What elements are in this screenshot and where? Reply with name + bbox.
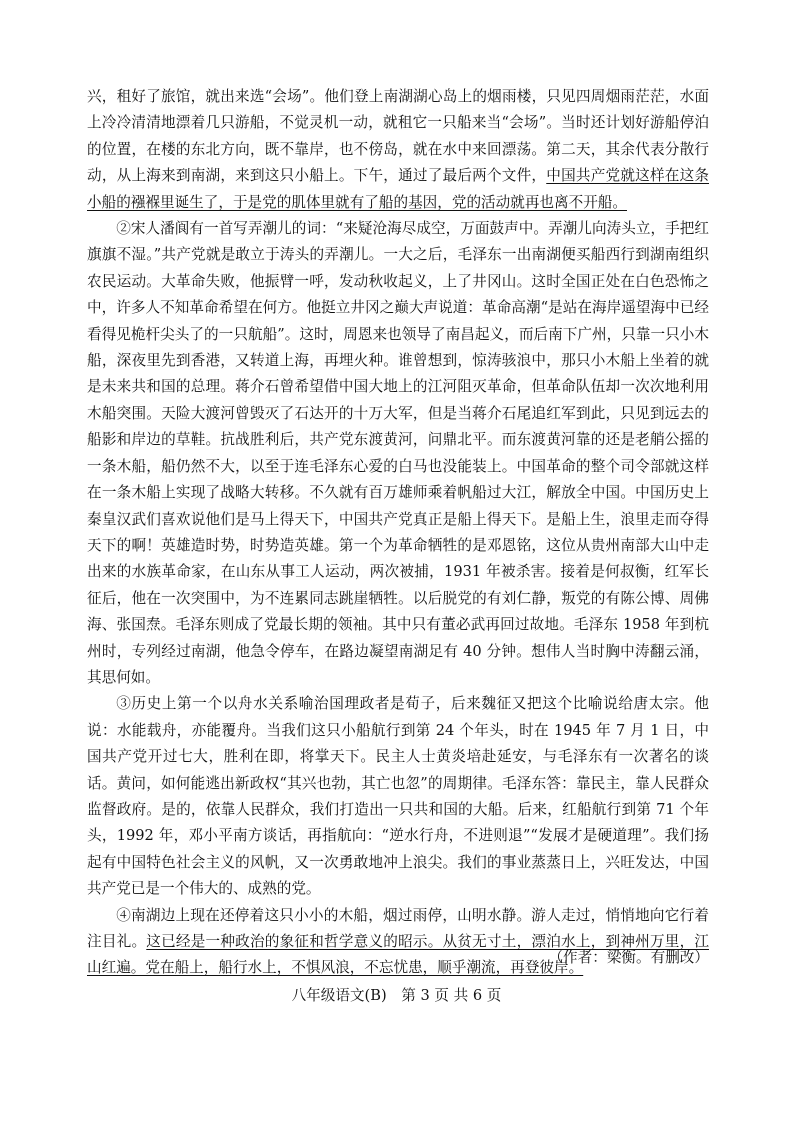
text-segment: ②宋人潘阆有一首写弄潮儿的词：“来疑沧海尽成空，万面鼓声中。弄潮儿向涛头立，手把红旗旗不湿。”共产党就是敢立于涛头的弄潮儿。一大之后，毛泽东一出南湖便买船西行到湖南组织农民运动。大革命失败，他振臂一呼，发动秋收起义，上了井冈山。这时全国正处在白色恐怖之中，许多人不知革命希望在何方。他挺立井冈之巅大声说道：革命高潮“是站在海岸遥望海中已经看得见桅杆尖头了的一只航船”。这时，周恩来也领导了南昌起义，而后南下广州，只靠一只小木船，深夜里先到香港，又转道上海，再埋火种。谁曾想到，惊涛骇浪中，那只小木船上坐着的就是未来共和国的总理。蒋介石曾希望借中国大地上的江河阻灭革命，但革命队伍却一次次地利用木船突围。天险大渡河曾毁灭了石达开的十万大军，但是当蒋介石尾追红军到此，只见到远去的船影和岸边的草鞋。抗战胜利后，共产党东渡黄河，问鼎北平。而东渡黄河靠的还是老艄公摇的一条木船，船仍然不大，以至于连毛泽东心爱的白马也没能装上。中国革命的整个司令部就这样在一条木船上实现了战略大转移。不久就有百万雄师乘着帆船过大江，解放全中国。中国历史上秦皇汉武们喜欢说他们是马上得天下，中国共产党真正是船上得天下。是船上生，浪里走而夺得天下的啊！英雄造时势，时势造英雄。第一个为革命牺牲的是邓恩铭，这位从贵州南部大山中走出来的水族革命家，在山东从事工人运动，两次被捕，1931 年被杀害。接着是何叔衡，红军长征后，他在一次突围中，为不连累同志跳崖牺牲。以后脱党的有刘仁静，叛党的有陈公博、周佛海、张国焘。毛泽东则成了党最长期的领袖。其中只有董必武再回过故地。毛泽东 1958 年到杭州时，专列经过南湖，他急令停车，在路边凝望南湖足有 40 分钟。想伟人当时胸中涛翻云涌，其思何如。 (87, 220, 709, 686)
underlined-sentence: 中国共产党就这样在这条小船的襁褓里诞生了，于是党的肌体里就有了船的基因，党的活动就再也离不开船。 (87, 167, 709, 211)
paragraph (87, 216, 709, 691)
paragraph (87, 84, 709, 216)
paragraph (87, 691, 709, 902)
article-body (87, 84, 709, 982)
text-segment: ③历史上第一个以舟水关系喻治国理政者是荀子，后来魏征又把这个比喻说给唐太宗。他说：水能载舟，亦能覆舟。当我们这只小船航行到第 24 个年头，时在 1945 年 7 月 1 日，中国共产党开过七大，胜利在即，将掌天下。民主人士黄炎培赴延安，与毛泽东有一次著名的谈话。黄问，如何能逃出新政权“其兴也勃，其亡也忽”的周期律。毛泽东答：靠民主，靠人民群众监督政府。是的，依靠人民群众，我们打造出一只共和国的大船。后来，红船航行到第 71 个年头，1992 年，邓小平南方谈话，再指航向：“逆水行舟，不进则退”“发展才是硬道理”。我们扬起有中国特色社会主义的风帆，又一次勇敢地冲上浪尖。我们的事业蒸蒸日上，兴旺发达，中国共产党已是一个伟大的、成熟的党。 (87, 695, 709, 898)
author-note: （作者：梁衡。有删改） (548, 949, 709, 966)
underlined-sentence: 这已经是一种政治的象征和哲学意义的昭示。从贫无寸土，漂泊水上，到神州万里，江山红遍。党在船上，船行水上，不惧风浪，不忘忧患，顺乎潮流，再登彼岸。 (87, 933, 709, 977)
page-footer: 八年级语文(B) 第 3 页 共 6 页 (291, 987, 502, 1004)
text-segment: ④南湖边上现在还停着这只小小的木船，烟过雨停，山明水静。游人走过，悄悄地向它行着注目礼。 (87, 906, 709, 950)
text-segment: 兴，租好了旅馆，就出来选“会场”。他们登上南湖湖心岛上的烟雨楼，只见四周烟雨茫茫，水面上冷冷清清地漂着几只游船，不觉灵机一动，就租它一只船来当“会场”。当时还计划好游船停泊的位置，在楼的东北方向，既不靠岸，也不傍岛，就在水中来回漂荡。第二天，其余代表分散行动，从上海来到南湖，来到这只小船上。下午，通过了最后两个文件， (87, 88, 709, 185)
